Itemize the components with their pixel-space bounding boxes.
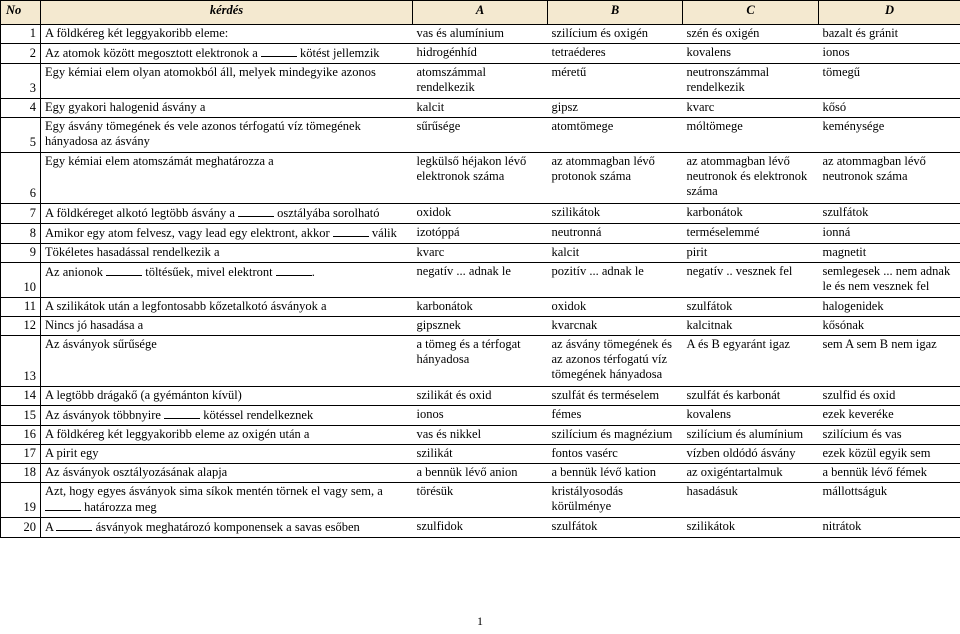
header-question: kérdés: [41, 1, 413, 25]
row-number: 7: [1, 204, 41, 224]
answer-a: kalcit: [413, 99, 548, 118]
row-number: 3: [1, 64, 41, 99]
fill-in-blank: [56, 519, 92, 531]
row-number: 18: [1, 464, 41, 483]
header-b: B: [548, 1, 683, 25]
answer-a: sűrűsége: [413, 118, 548, 153]
header-d: D: [819, 1, 960, 25]
question-text: A pirit egy: [41, 445, 413, 464]
table-row: [1, 426, 960, 445]
answer-d: szilícium és vas: [819, 426, 960, 445]
answer-d: a bennük lévő fémek: [819, 464, 960, 483]
answer-c: kovalens: [683, 406, 819, 426]
row-number: 10: [1, 263, 41, 298]
question-text: Egy ásvány tömegének és vele azonos térfogatú víz tömegének hányadosa az ásvány: [41, 118, 413, 153]
answer-b: pozitív ... adnak le: [548, 263, 683, 298]
answer-d: tömegű: [819, 64, 960, 99]
answer-c: negatív .. vesznek fel: [683, 263, 819, 298]
answer-b: szilícium és magnézium: [548, 426, 683, 445]
table-row: [1, 204, 960, 224]
answer-a: izotóppá: [413, 224, 548, 244]
table-row: [1, 224, 960, 244]
answer-d: mállottságuk: [819, 483, 960, 518]
answer-b: gipsz: [548, 99, 683, 118]
answer-b: oxidok: [548, 298, 683, 317]
answer-a: karbonátok: [413, 298, 548, 317]
answer-a: szilikát és oxid: [413, 387, 548, 406]
row-number: 8: [1, 224, 41, 244]
question-text: Az anionok töltésűek, mivel elektront .: [41, 263, 413, 298]
answer-c: neutronszámmal rendelkezik: [683, 64, 819, 99]
row-number: 13: [1, 336, 41, 387]
question-text: Egy kémiai elem atomszámát meghatározza a: [41, 153, 413, 204]
question-text: Egy gyakori halogenid ásvány a: [41, 99, 413, 118]
row-number: 16: [1, 426, 41, 445]
answer-c: az oxigéntartalmuk: [683, 464, 819, 483]
answer-d: bazalt és gránit: [819, 25, 960, 44]
answer-d: magnetit: [819, 244, 960, 263]
answer-c: az atommagban lévő neutronok és elektronok száma: [683, 153, 819, 204]
table-row: [1, 153, 960, 204]
answer-c: szulfátok: [683, 298, 819, 317]
answer-b: kvarcnak: [548, 317, 683, 336]
row-number: 20: [1, 518, 41, 538]
row-number: 11: [1, 298, 41, 317]
row-number: 12: [1, 317, 41, 336]
table-row: [1, 445, 960, 464]
header-a: A: [413, 1, 548, 25]
answer-b: szulfát és terméselem: [548, 387, 683, 406]
table-row: [1, 298, 960, 317]
answer-c: szilikátok: [683, 518, 819, 538]
row-number: 2: [1, 44, 41, 64]
answer-c: terméselemmé: [683, 224, 819, 244]
answer-d: nitrátok: [819, 518, 960, 538]
answer-c: szén és oxigén: [683, 25, 819, 44]
question-text: Az ásványok osztályozásának alapja: [41, 464, 413, 483]
question-text: Amikor egy atom felvesz, vagy lead egy elektront, akkor válik: [41, 224, 413, 244]
page-number: 1: [477, 614, 483, 628]
row-number: 19: [1, 483, 41, 518]
answer-a: hidrogénhíd: [413, 44, 548, 64]
answer-b: szulfátok: [548, 518, 683, 538]
answer-a: oxidok: [413, 204, 548, 224]
answer-d: ionos: [819, 44, 960, 64]
question-text: Egy kémiai elem olyan atomokból áll, melyek mindegyike azonos: [41, 64, 413, 99]
fill-in-blank: [164, 407, 200, 419]
table-row: [1, 44, 960, 64]
fill-in-blank: [333, 225, 369, 237]
answer-a: ionos: [413, 406, 548, 426]
answer-d: ionná: [819, 224, 960, 244]
fill-in-blank: [45, 499, 81, 511]
row-number: 1: [1, 25, 41, 44]
answer-d: halogenidek: [819, 298, 960, 317]
answer-b: kristályosodás körülménye: [548, 483, 683, 518]
question-text: Azt, hogy egyes ásványok sima síkok mentén törnek el vagy sem, a határozza meg: [41, 483, 413, 518]
fill-in-blank: [238, 205, 274, 217]
row-number: 14: [1, 387, 41, 406]
table-row: [1, 518, 960, 538]
question-text: A legtöbb drágakő (a gyémánton kívül): [41, 387, 413, 406]
answer-d: kősónak: [819, 317, 960, 336]
answer-b: neutronná: [548, 224, 683, 244]
answer-c: karbonátok: [683, 204, 819, 224]
table-row: [1, 99, 960, 118]
question-text: A ásványok meghatározó komponensek a savas esőben: [41, 518, 413, 538]
table-row: [1, 483, 960, 518]
answer-d: kősó: [819, 99, 960, 118]
answer-b: fontos vasérc: [548, 445, 683, 464]
answer-b: atomtömege: [548, 118, 683, 153]
answer-a: szulfidok: [413, 518, 548, 538]
answer-a: vas és alumínium: [413, 25, 548, 44]
answer-c: kalcitnak: [683, 317, 819, 336]
answer-c: kovalens: [683, 44, 819, 64]
answer-d: ezek közül egyik sem: [819, 445, 960, 464]
answer-b: kalcit: [548, 244, 683, 263]
answer-a: törésük: [413, 483, 548, 518]
answer-b: a bennük lévő kation: [548, 464, 683, 483]
table-row: [1, 118, 960, 153]
answer-c: szulfát és karbonát: [683, 387, 819, 406]
answer-b: tetraéderes: [548, 44, 683, 64]
answer-d: keménysége: [819, 118, 960, 153]
answer-d: semlegesek ... nem adnak le és nem vesznek fel: [819, 263, 960, 298]
row-number: 17: [1, 445, 41, 464]
row-number: 6: [1, 153, 41, 204]
header-row: [1, 1, 960, 25]
answer-a: legkülső héjakon lévő elektronok száma: [413, 153, 548, 204]
answer-c: móltömege: [683, 118, 819, 153]
answer-a: szilikát: [413, 445, 548, 464]
answer-d: szulfátok: [819, 204, 960, 224]
fill-in-blank: [276, 264, 312, 276]
answer-b: szilikátok: [548, 204, 683, 224]
answer-d: ezek keveréke: [819, 406, 960, 426]
answer-d: szulfid és oxid: [819, 387, 960, 406]
table-row: [1, 406, 960, 426]
answer-b: az ásvány tömegének és az azonos térfogatú víz tömegének hányadosa: [548, 336, 683, 387]
row-number: 15: [1, 406, 41, 426]
table-row: [1, 25, 960, 44]
answer-a: a tömeg és a térfogat hányadosa: [413, 336, 548, 387]
header-c: C: [683, 1, 819, 25]
answer-b: az atommagban lévő protonok száma: [548, 153, 683, 204]
row-number: 9: [1, 244, 41, 263]
answer-c: szilícium és alumínium: [683, 426, 819, 445]
answer-a: vas és nikkel: [413, 426, 548, 445]
row-number: 5: [1, 118, 41, 153]
question-text: A földkéreg két leggyakoribb eleme az oxigén után a: [41, 426, 413, 445]
answer-a: a bennük lévő anion: [413, 464, 548, 483]
question-text: Az ásványok többnyire kötéssel rendelkeznek: [41, 406, 413, 426]
question-text: A földkéreget alkotó legtöbb ásvány a osztályába sorolható: [41, 204, 413, 224]
question-text: A szilikátok után a legfontosabb kőzetalkotó ásványok a: [41, 298, 413, 317]
table-row: [1, 263, 960, 298]
answer-c: vízben oldódó ásvány: [683, 445, 819, 464]
table-row: [1, 464, 960, 483]
header-no: No: [1, 1, 41, 25]
table-row: [1, 336, 960, 387]
answer-b: méretű: [548, 64, 683, 99]
question-text: Az atomok között megosztott elektronok a kötést jellemzik: [41, 44, 413, 64]
table-row: [1, 317, 960, 336]
table-row: [1, 244, 960, 263]
answer-d: az atommagban lévő neutronok száma: [819, 153, 960, 204]
answer-b: fémes: [548, 406, 683, 426]
question-text: A földkéreg két leggyakoribb eleme:: [41, 25, 413, 44]
fill-in-blank: [261, 45, 297, 57]
answer-c: pirit: [683, 244, 819, 263]
fill-in-blank: [106, 264, 142, 276]
answer-c: A és B egyaránt igaz: [683, 336, 819, 387]
answer-a: gipsznek: [413, 317, 548, 336]
answer-c: hasadásuk: [683, 483, 819, 518]
answer-d: sem A sem B nem igaz: [819, 336, 960, 387]
table-row: [1, 64, 960, 99]
answer-a: atomszámmal rendelkezik: [413, 64, 548, 99]
answer-c: kvarc: [683, 99, 819, 118]
answer-a: negatív ... adnak le: [413, 263, 548, 298]
row-number: 4: [1, 99, 41, 118]
answer-b: szilícium és oxigén: [548, 25, 683, 44]
question-text: Nincs jó hasadása a: [41, 317, 413, 336]
table-row: [1, 387, 960, 406]
question-text: Az ásványok sűrűsége: [41, 336, 413, 387]
question-text: Tökéletes hasadással rendelkezik a: [41, 244, 413, 263]
answer-a: kvarc: [413, 244, 548, 263]
